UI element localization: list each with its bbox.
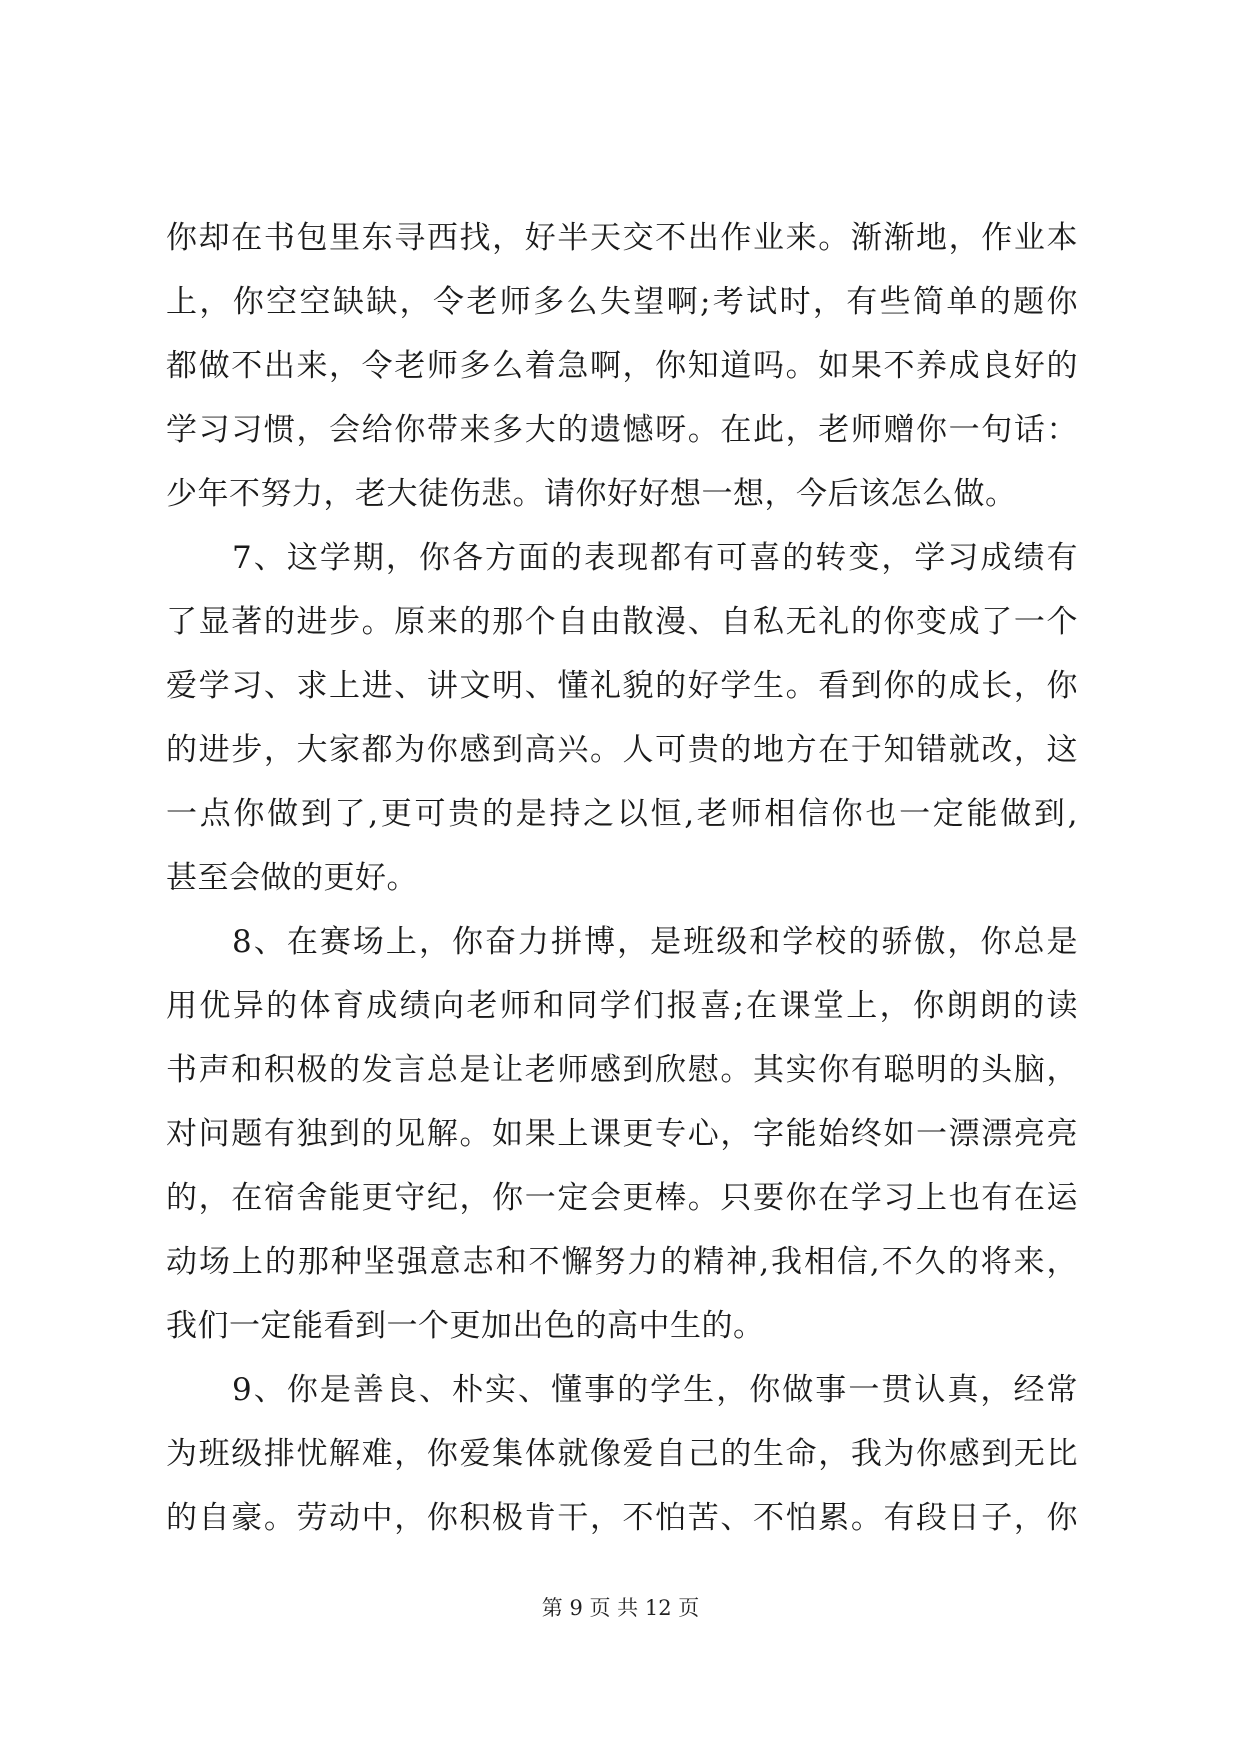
text-line: 爱学习、求上进、讲文明、懂礼貌的好学生。看到你的成长，你 [166, 668, 1078, 704]
text-line: 7、这学期，你各方面的表现都有可喜的转变，学习成绩有 [166, 540, 1078, 576]
text-line: 甚至会做的更好。 [166, 860, 418, 896]
text-line: 8、在赛场上，你奋力拼博，是班级和学校的骄傲，你总是 [166, 924, 1078, 960]
text-line: 都做不出来，令老师多么着急啊，你知道吗。如果不养成良好的 [166, 348, 1078, 384]
page-number-footer: 第 9 页 共 12 页 [541, 1596, 700, 1620]
text-line: 一点你做到了,更可贵的是持之以恒,老师相信你也一定能做到, [166, 796, 1078, 832]
text-line: 我们一定能看到一个更加出色的高中生的。 [166, 1308, 765, 1344]
text-line: 学习习惯，会给你带来多大的遗憾呀。在此，老师赠你一句话： [166, 412, 1078, 448]
text-line: 你却在书包里东寻西找，好半天交不出作业来。渐渐地，作业本 [166, 220, 1078, 256]
document-body [166, 206, 1078, 1550]
text-line: 了显著的进步。原来的那个自由散漫、自私无礼的你变成了一个 [166, 604, 1078, 640]
text-line: 为班级排忧解难，你爱集体就像爱自己的生命，我为你感到无比 [166, 1436, 1078, 1472]
text-line: 动场上的那种坚强意志和不懈努力的精神,我相信,不久的将来， [166, 1244, 1078, 1280]
text-line: 用优异的体育成绩向老师和同学们报喜;在课堂上，你朗朗的读 [166, 988, 1078, 1024]
text-line: 少年不努力，老大徒伤悲。请你好好想一想，今后该怎么做。 [166, 476, 1017, 512]
text-line: 的自豪。劳动中，你积极肯干，不怕苦、不怕累。有段日子，你 [166, 1500, 1078, 1536]
text-line: 上，你空空缺缺，令老师多么失望啊;考试时，有些简单的题你 [166, 284, 1078, 320]
text-line: 书声和积极的发言总是让老师感到欣慰。其实你有聪明的头脑， [166, 1052, 1078, 1088]
text-line: 9、你是善良、朴实、懂事的学生，你做事一贯认真，经常 [166, 1372, 1078, 1408]
text-line: 的进步，大家都为你感到高兴。人可贵的地方在于知错就改，这 [166, 732, 1078, 768]
text-line: 对问题有独到的见解。如果上课更专心，字能始终如一漂漂亮亮 [166, 1116, 1078, 1152]
text-line: 的，在宿舍能更守纪，你一定会更棒。只要你在学习上也有在运 [166, 1180, 1078, 1216]
